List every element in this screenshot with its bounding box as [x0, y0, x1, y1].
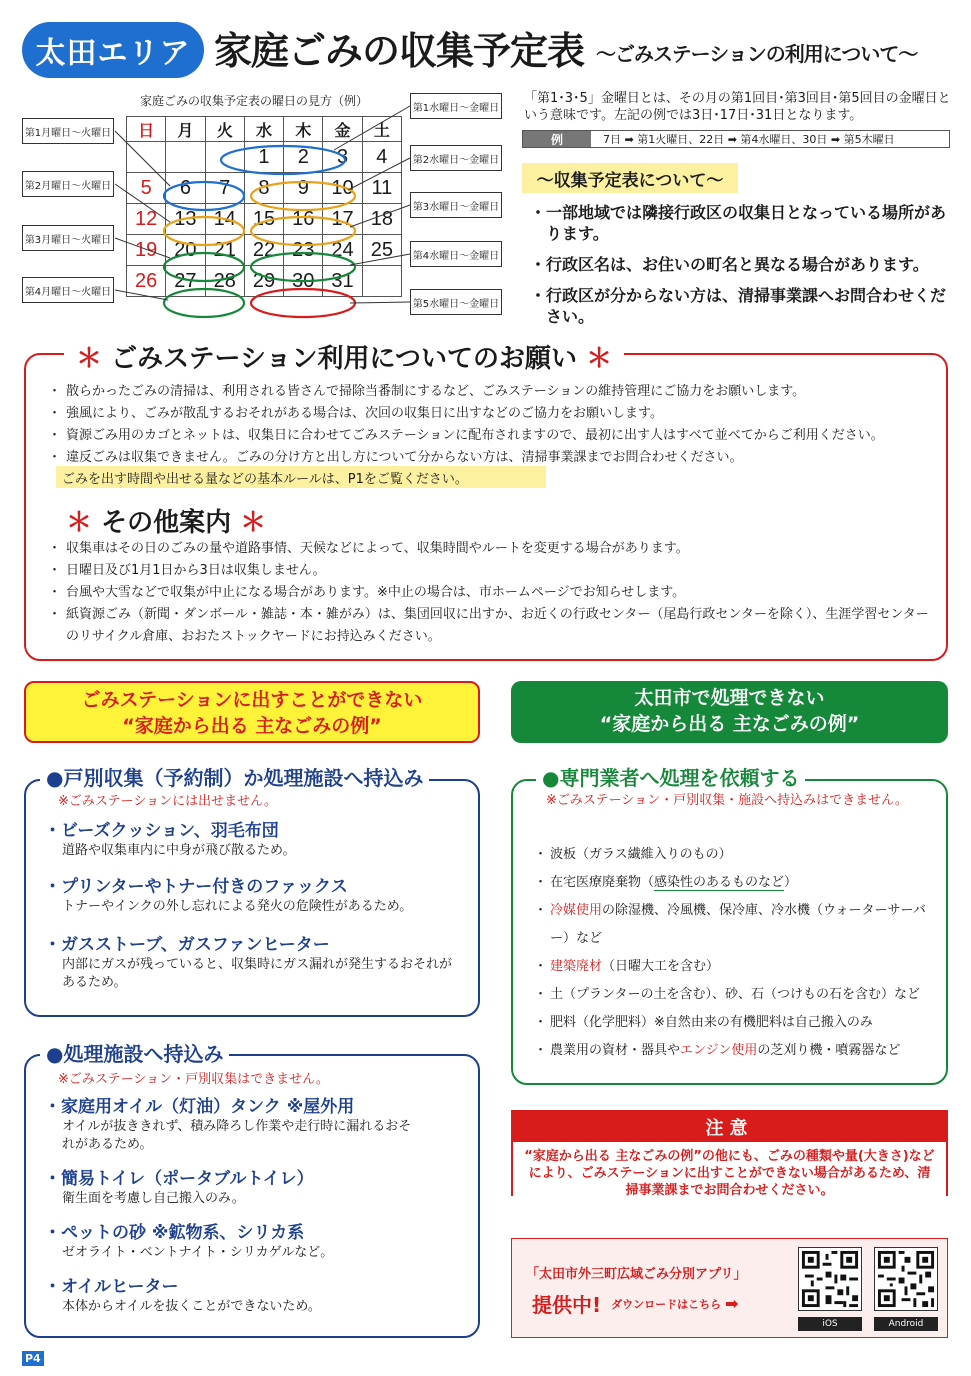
week-label-left: 第1月曜日～火曜日 [22, 118, 114, 144]
banner-line: “家庭から出る 主なごみの例” [599, 713, 860, 735]
week-label-right: 第3水曜日～金曜日 [410, 192, 502, 218]
weekday-cell: 月 [166, 117, 205, 142]
box-individual-collection-title: ●戸別収集（予約制）か処理施設へ持込み [40, 762, 429, 791]
day-cell [166, 142, 205, 173]
list-item [534, 897, 939, 953]
day-cell: 21 [205, 235, 244, 266]
box-specialist-note: ※ごみステーション・戸別収集・施設へ持込みはできません。 [546, 793, 908, 808]
item-desc: トナーやインクの外し忘れによる発火の危険性があるため。 [62, 899, 413, 914]
example-text: 7日 ➡ 第1火曜日、22日 ➡ 第4水曜日、30日 ➡ 第5木曜日 [603, 133, 895, 146]
banner-line: “家庭から出る 主なごみの例” [122, 715, 382, 737]
list-item [534, 841, 939, 869]
item-text: 農業用の資材・器具や [550, 1043, 681, 1058]
list-item: ・行政区が分からない方は、清掃事業課へお問合わせください。 [530, 286, 947, 326]
qr-label-ios: iOS [798, 1317, 862, 1331]
day-cell [362, 266, 401, 297]
list-item [44, 876, 464, 916]
asterisk-icon: ＊ [66, 508, 93, 538]
box-individual-collection-note: ※ごみステーションには出せません。 [58, 794, 277, 809]
item-desc: 衛生面を考慮し自己搬入のみ。 [62, 1191, 245, 1206]
day-cell: 6 [166, 173, 205, 204]
caution-box [511, 1110, 948, 1196]
item-desc: 本体からオイルを抜くことができないため。 [62, 1299, 321, 1314]
other-info-title-text: その他案内 [101, 508, 232, 538]
item-text: の除湿機、冷風機、保冷庫、冷水機（ウォーターサーバー）など [550, 903, 926, 946]
item-desc: ゼオライト・ベントナイト・シリカゲルなど。 [62, 1245, 334, 1260]
qr-code-icon [874, 1247, 938, 1311]
schedule-list [530, 202, 955, 337]
request-title [64, 338, 624, 375]
item-desc: オイルが抜ききれず、積み降ろし作業や走行時に漏れるおそれがあるため。 [62, 1119, 412, 1152]
page-number: P4 [22, 1351, 44, 1366]
weekday-cell: 木 [284, 117, 323, 142]
day-cell: 17 [323, 204, 362, 235]
day-cell: 28 [205, 266, 244, 297]
weekday-cell: 土 [362, 117, 401, 142]
day-cell: 2 [284, 142, 323, 173]
list-item [44, 1168, 464, 1208]
other-info-list [48, 538, 938, 648]
list-item: ・行政区名は、お住いの町名と異なる場合があります。 [530, 255, 929, 274]
item-text: 土（プランターの土を含む）、砂、石（つけもの石を含む）など [550, 987, 920, 1002]
list-item [534, 953, 939, 981]
calendar-weekday-row [127, 117, 402, 142]
day-cell: 9 [284, 173, 323, 204]
day-cell: 3 [323, 142, 362, 173]
area-badge: 太田エリア [22, 22, 204, 78]
item-text: の芝刈り機・噴霧器など [757, 1043, 901, 1058]
qr-ios[interactable] [798, 1247, 862, 1331]
arrow-right-icon: ➡ [725, 1294, 739, 1313]
day-cell: 13 [166, 204, 205, 235]
item-title: ・簡易トイレ（ポータブルトイレ） [44, 1169, 314, 1189]
request-list [48, 381, 938, 469]
list-item: ・ 違反ごみは収集できません。ごみの分け方と出し方について分からない方は、清掃事業課までお問合わせください。 [48, 447, 938, 469]
banner-line: ごみステーションに出すことができない [81, 689, 423, 711]
item-title: ・ビーズクッション、羽毛布団 [44, 821, 279, 841]
week-label-left: 第2月曜日～火曜日 [22, 171, 114, 197]
list-item [534, 1037, 939, 1065]
weekday-cell: 日 [127, 117, 166, 142]
calendar-heading: 家庭ごみの収集予定表の曜日の見方（例） [140, 94, 369, 108]
item-text-underlined: 感染性のあるものなど [654, 875, 785, 890]
list-item: ・ 強風により、ごみが散乱するおそれがある場合は、次回の収集日に出すなどのご協力をお願いします。 [48, 403, 938, 425]
item-text: （日曜大工を含む） [602, 959, 720, 974]
box-facility-dropoff-note: ※ごみステーション・戸別収集はできません。 [58, 1072, 329, 1087]
basic-rules-note: ごみを出す時間や出せる量などの基本ルールは、P1をご覧ください。 [56, 466, 546, 488]
weekday-cell: 水 [244, 117, 283, 142]
specialist-list [534, 841, 939, 1065]
qr-code-icon [798, 1247, 862, 1311]
weekday-cell: 火 [205, 117, 244, 142]
list-item: ・ 台風や大雪などで収集が中止になる場合があります。※中止の場合は、市ホームページでお知らせします。 [48, 582, 938, 604]
download-label: ダウンロードはこちら [611, 1297, 722, 1311]
item-desc: 内部にガスが残っていると、収集時にガス漏れが発生するおそれがあるため。 [62, 957, 453, 990]
day-cell: 12 [127, 204, 166, 235]
leader-line [350, 302, 410, 303]
item-title: ・ガスストーブ、ガスファンヒーター [44, 935, 330, 955]
day-cell: 27 [166, 266, 205, 297]
item-title: ・オイルヒーター [44, 1277, 179, 1297]
asterisk-icon: ＊ [240, 508, 267, 538]
day-cell: 25 [362, 235, 401, 266]
app-name: 「太田市外三町広域ごみ分別アプリ」 [526, 1267, 747, 1282]
schedule-heading: ～収集予定表について～ [522, 163, 738, 193]
day-cell [127, 142, 166, 173]
day-cell: 1 [244, 142, 283, 173]
day-cell: 10 [323, 173, 362, 204]
day-cell: 4 [362, 142, 401, 173]
list-item: ・ 紙資源ごみ（新聞・ダンボール・雑誌・本・雑がみ）は、集団回収に出すか、お近くの行政センター（尾島行政センターを除く）、生涯学習センターのリサイクル倉庫、おおたストックヤードにお持込みください。 [48, 604, 938, 648]
list-item: ・ 収集車はその日のごみの量や道路事情、天候などによって、収集時間やルートを変更する場合があります。 [48, 538, 938, 560]
item-text: 波板（ガラス繊維入りのもの） [550, 847, 732, 862]
item-title: ・ペットの砂 ※鉱物系、シリカ系 [44, 1223, 305, 1243]
day-cell: 19 [127, 235, 166, 266]
item-title: ・プリンターやトナー付きのファックス [44, 877, 348, 897]
day-cell [205, 142, 244, 173]
week-label-left: 第4月曜日～火曜日 [22, 277, 114, 303]
box-specialist-title: ●専門業者へ処理を依頼する [536, 762, 805, 791]
day-cell: 29 [244, 266, 283, 297]
week-label-right: 第4水曜日～金曜日 [410, 241, 502, 267]
list-item [44, 1096, 464, 1154]
day-cell: 23 [284, 235, 323, 266]
day-cell: 14 [205, 204, 244, 235]
item-desc: 道路や収集車内に中身が飛び散るため。 [62, 843, 296, 858]
item-text-highlight: 冷媒使用 [550, 903, 603, 918]
item-title: ・家庭用オイル（灯油）タンク ※屋外用 [44, 1097, 355, 1117]
item-text: 在宅医療廃棄物（ [550, 875, 655, 890]
request-title-text: ごみステーション利用についてのお願い [111, 344, 577, 374]
page-title: 家庭ごみの収集予定表 [214, 29, 585, 73]
week-label-right: 第2水曜日～金曜日 [410, 145, 502, 171]
day-cell: 24 [323, 235, 362, 266]
list-item: ・ 日曜日及び1月1日から3日は収集しません。 [48, 560, 938, 582]
list-item: ・一部地域では隣接行政区の収集日となっている場所があります。 [530, 203, 947, 243]
qr-android[interactable] [874, 1247, 938, 1331]
day-cell: 7 [205, 173, 244, 204]
calendar-week-row [127, 235, 402, 266]
day-cell: 11 [362, 173, 401, 204]
weekday-cell: 金 [323, 117, 362, 142]
list-item: ・ 散らかったごみの清掃は、利用される皆さんで掃除当番制にするなど、ごみステーションの維持管理にご協力をお願いします。 [48, 381, 938, 403]
example-bar [522, 130, 950, 148]
app-promo-box [511, 1238, 948, 1338]
page-subtitle: ～ごみステーションの利用について～ [596, 42, 918, 66]
week-label-right: 第1水曜日～金曜日 [410, 93, 502, 119]
app-cta-text: 提供中! [532, 1293, 602, 1317]
list-item [44, 1276, 464, 1316]
asterisk-icon: ＊ [76, 344, 103, 374]
day-cell: 31 [323, 266, 362, 297]
other-info-title [66, 502, 266, 539]
calendar-week-row [127, 266, 402, 297]
caution-heading: 注意 [513, 1112, 946, 1142]
day-cell: 16 [284, 204, 323, 235]
item-text: 肥料（化学肥料）※自然由来の有機肥料は自己搬入のみ [550, 1015, 873, 1030]
asterisk-icon: ＊ [586, 344, 613, 374]
date-note: 「第1･3･5」金曜日とは、その月の第1回目･第3回目･第5回目の金曜日という意味です。左記の例では3日･17日･31日となります。 [524, 91, 951, 123]
item-text-highlight: 建築廃材 [550, 959, 603, 974]
calendar-table [126, 116, 402, 297]
day-cell: 22 [244, 235, 283, 266]
week-label-left: 第3月曜日～火曜日 [22, 225, 114, 251]
list-item: ・ 資源ごみ用のカゴとネットは、収集日に合わせてごみステーションに配布されますので、最初に出す人はすべて並べてからご利用ください。 [48, 425, 938, 447]
day-cell: 15 [244, 204, 283, 235]
calendar-week-row [127, 204, 402, 235]
day-cell: 26 [127, 266, 166, 297]
calendar-week-row [127, 142, 402, 173]
day-cell: 18 [362, 204, 401, 235]
item-text: ） [784, 875, 798, 890]
list-item [534, 981, 939, 1009]
banner-line: 太田市で処理できない [634, 687, 825, 709]
day-cell: 5 [127, 173, 166, 204]
day-cell: 8 [244, 173, 283, 204]
week-label-right: 第5水曜日～金曜日 [410, 289, 502, 315]
qr-label-android: Android [874, 1317, 938, 1331]
list-item [44, 1222, 464, 1262]
calendar-week-row [127, 173, 402, 204]
app-download-link[interactable] [532, 1289, 739, 1318]
item-text-highlight: エンジン使用 [680, 1043, 758, 1058]
list-item [534, 1009, 939, 1037]
city-cannot-process-banner [511, 681, 948, 743]
box-facility-dropoff-title: ●処理施設へ持込み [40, 1038, 229, 1067]
list-item [534, 869, 939, 897]
day-cell: 20 [166, 235, 205, 266]
day-cell: 30 [284, 266, 323, 297]
example-tag: 例 [523, 131, 591, 147]
station-not-allowed-banner [24, 681, 480, 743]
list-item [44, 820, 464, 860]
caution-body: “家庭から出る 主なごみの例”の他にも、ごみの種類や量(大きさ)などにより、ごみステーションに出すことができない場合があるため、清掃事業課までお問合わせください。 [513, 1142, 946, 1205]
list-item [44, 934, 464, 992]
